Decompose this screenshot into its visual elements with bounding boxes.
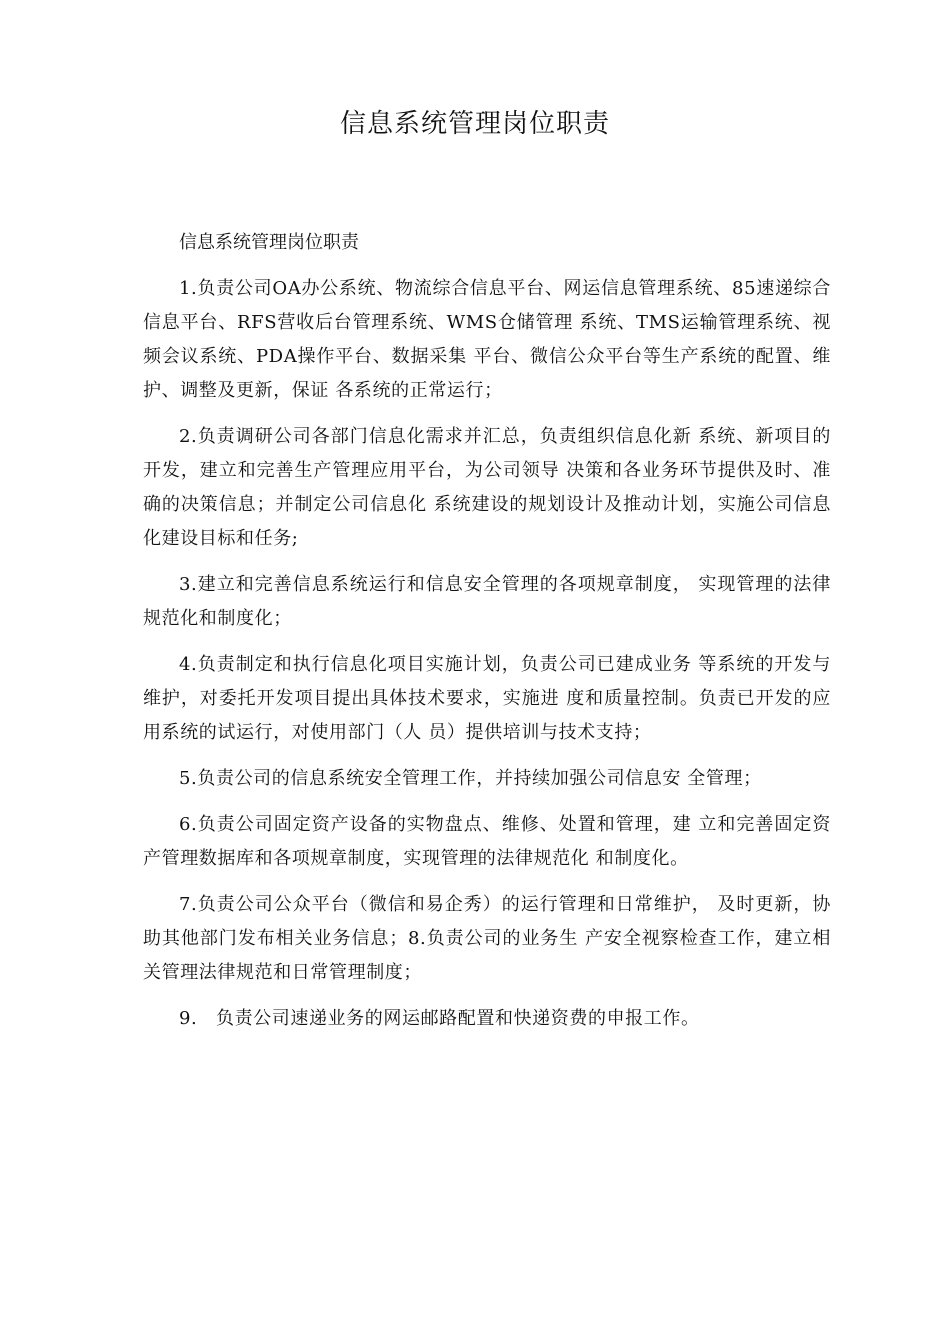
duty-paragraph-1: 1.负责公司OA办公系统、物流综合信息平台、网运信息管理系统、85速递综合信息平台、RFS营收后台管理系统、WMS仓储管理 系统、TMS运输管理系统、视频会议系统、PDA操作平台、数据采集 平台、微信公众平台等生产系统的配置、维护、调整及更新，保证 各系统的正常运行； <box>143 278 831 401</box>
document-body <box>143 226 831 1048</box>
duty-paragraph-3: 3.建立和完善信息系统运行和信息安全管理的各项规章制度， 实现管理的法律规范化和制度化； <box>143 574 831 629</box>
duty-paragraph-5: 5.负责公司的信息系统安全管理工作，并持续加强公司信息安 全管理； <box>179 768 762 789</box>
duty-paragraph-6: 6.负责公司固定资产设备的实物盘点、维修、处置和管理，建 立和完善固定资产管理数据库和各项规章制度，实现管理的法律规范化 和制度化。 <box>143 814 831 869</box>
duty-paragraph-2: 2.负责调研公司各部门信息化需求并汇总，负责组织信息化新 系统、新项目的开发，建立和完善生产管理应用平台，为公司领导 决策和各业务环节提供及时、准确的决策信息；并制定公司信息化 系统建设的规划设计及推动计划，实施公司信息化建设目标和任务; <box>143 426 831 549</box>
duty-paragraph-9: 9. 负责公司速递业务的网运邮路配置和快递资费的申报工作。 <box>179 1008 700 1029</box>
duty-paragraph-7: 7.负责公司公众平台（微信和易企秀）的运行管理和日常维护， 及时更新，协助其他部门发布相关业务信息；8.负责公司的业务生 产安全视察检查工作，建立相关管理法律规范和日常管理制度； <box>143 894 831 983</box>
document-title: 信息系统管理岗位职责 <box>339 109 610 139</box>
document-subtitle: 信息系统管理岗位职责 <box>179 232 359 253</box>
duty-paragraph-4: 4.负责制定和执行信息化项目实施计划，负责公司已建成业务 等系统的开发与维护，对委托开发项目提出具体技术要求，实施进 度和质量控制。负责已开发的应用系统的试运行，对使用部门（人 员）提供培训与技术支持； <box>143 654 831 743</box>
